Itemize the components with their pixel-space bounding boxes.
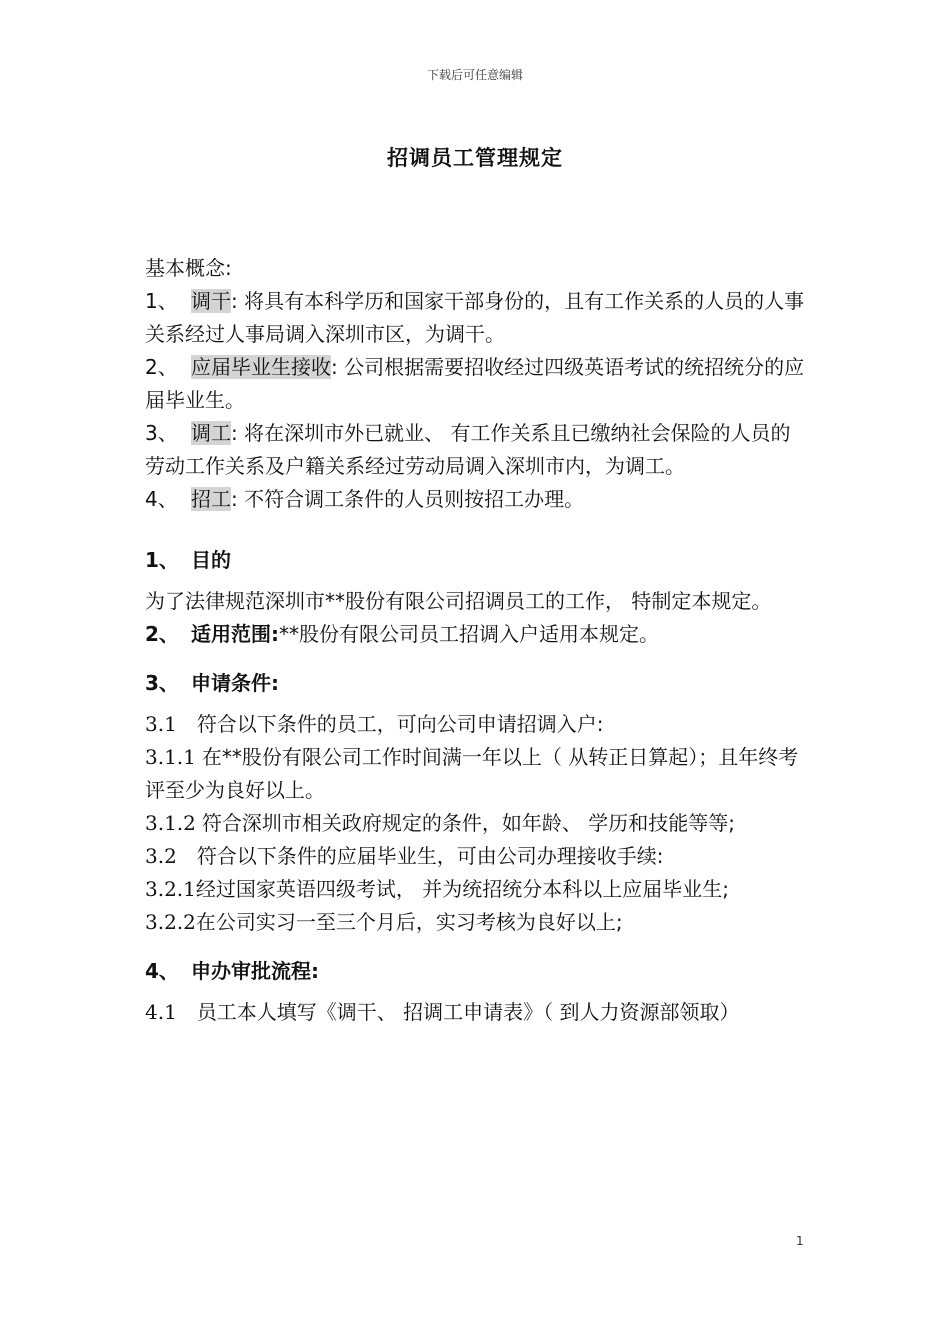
clause-3-1-1 <box>145 741 807 807</box>
concept-term: 调干 <box>191 289 231 313</box>
concept-item-2 <box>145 351 807 417</box>
section-title: 申办审批流程: <box>191 959 319 983</box>
page-header: 下载后可任意编辑 <box>426 68 523 82</box>
section-3-heading <box>145 667 807 700</box>
clause-number: 3.2 <box>145 844 177 868</box>
clause-text: 经过国家英语四级考试， 并为统招统分本科以上应届毕业生; <box>195 877 729 901</box>
document-body <box>145 252 807 1029</box>
concept-text: : 公司根据需要招收经过四级英语考试的统招统分的应届毕业生。 <box>145 355 805 412</box>
concept-number: 1、 <box>145 289 178 313</box>
page-number: 1 <box>796 1234 804 1248</box>
section-number: 1、 <box>145 548 179 572</box>
section-2-heading <box>145 618 807 651</box>
concept-text: : 将具有本科学历和国家干部身份的，且有工作关系的人员的人事关系经过人事局调入深圳市区，为调干。 <box>145 289 805 346</box>
concept-term: 调工 <box>191 421 231 445</box>
section-number: 2、 <box>145 622 179 646</box>
concept-item-4 <box>145 483 807 516</box>
clause-4-1 <box>145 996 807 1029</box>
concepts-heading: 基本概念: <box>145 256 232 280</box>
concept-number: 2、 <box>145 355 178 379</box>
clause-3-1 <box>145 708 807 741</box>
section-number: 4、 <box>145 959 179 983</box>
section-number: 3、 <box>145 671 179 695</box>
section-title: 申请条件: <box>191 671 279 695</box>
clause-number: 3.1.2 <box>145 811 196 835</box>
concept-term: 招工 <box>191 487 231 511</box>
section-title: 目的 <box>191 548 231 572</box>
clause-text: 符合以下条件的员工，可向公司申请招调入户: <box>196 712 604 736</box>
clause-number: 3.1 <box>145 712 177 736</box>
clause-text: 在公司实习一至三个月后，实习考核为良好以上; <box>195 910 623 934</box>
clause-text: 在**股份有限公司工作时间满一年以上（ 从转正日算起）；且年终考评至少为良好以上。 <box>145 745 799 802</box>
clause-number: 3.2.1 <box>145 877 196 901</box>
section-1-heading <box>145 544 807 577</box>
clause-number: 3.1.1 <box>145 745 196 769</box>
clause-number: 3.2.2 <box>145 910 196 934</box>
clause-text: 员工本人填写《调干、 招调工申请表》（ 到人力资源部领取） <box>196 1000 740 1024</box>
clause-text: 符合深圳市相关政府规定的条件，如年龄、 学历和技能等等; <box>201 811 735 835</box>
section-title: 适用范围: <box>191 622 279 646</box>
concept-text: : 将在深圳市外已就业、 有工作关系且已缴纳社会保险的人员的劳动工作关系及户籍关系经过劳动局调入深圳市内，为调工。 <box>145 421 791 478</box>
clause-3-2 <box>145 840 807 873</box>
concept-item-3 <box>145 417 807 483</box>
clause-text: 符合以下条件的应届毕业生，可由公司办理接收手续: <box>196 844 664 868</box>
section-1-body: 为了法律规范深圳市**股份有限公司招调员工的工作， 特制定本规定。 <box>145 589 772 613</box>
concept-text: : 不符合调工条件的人员则按招工办理。 <box>231 487 585 511</box>
clause-3-2-2 <box>145 906 807 939</box>
concept-item-1 <box>145 285 807 351</box>
section-body: **股份有限公司员工招调入户适用本规定。 <box>279 622 659 646</box>
section-4-heading <box>145 955 807 988</box>
clause-number: 4.1 <box>145 1000 177 1024</box>
clause-3-2-1 <box>145 873 807 906</box>
concept-term: 应届毕业生接收 <box>191 355 331 379</box>
clause-3-1-2 <box>145 807 807 840</box>
concept-number: 3、 <box>145 421 178 445</box>
document-title: 招调员工管理规定 <box>387 146 563 170</box>
concept-number: 4、 <box>145 487 178 511</box>
